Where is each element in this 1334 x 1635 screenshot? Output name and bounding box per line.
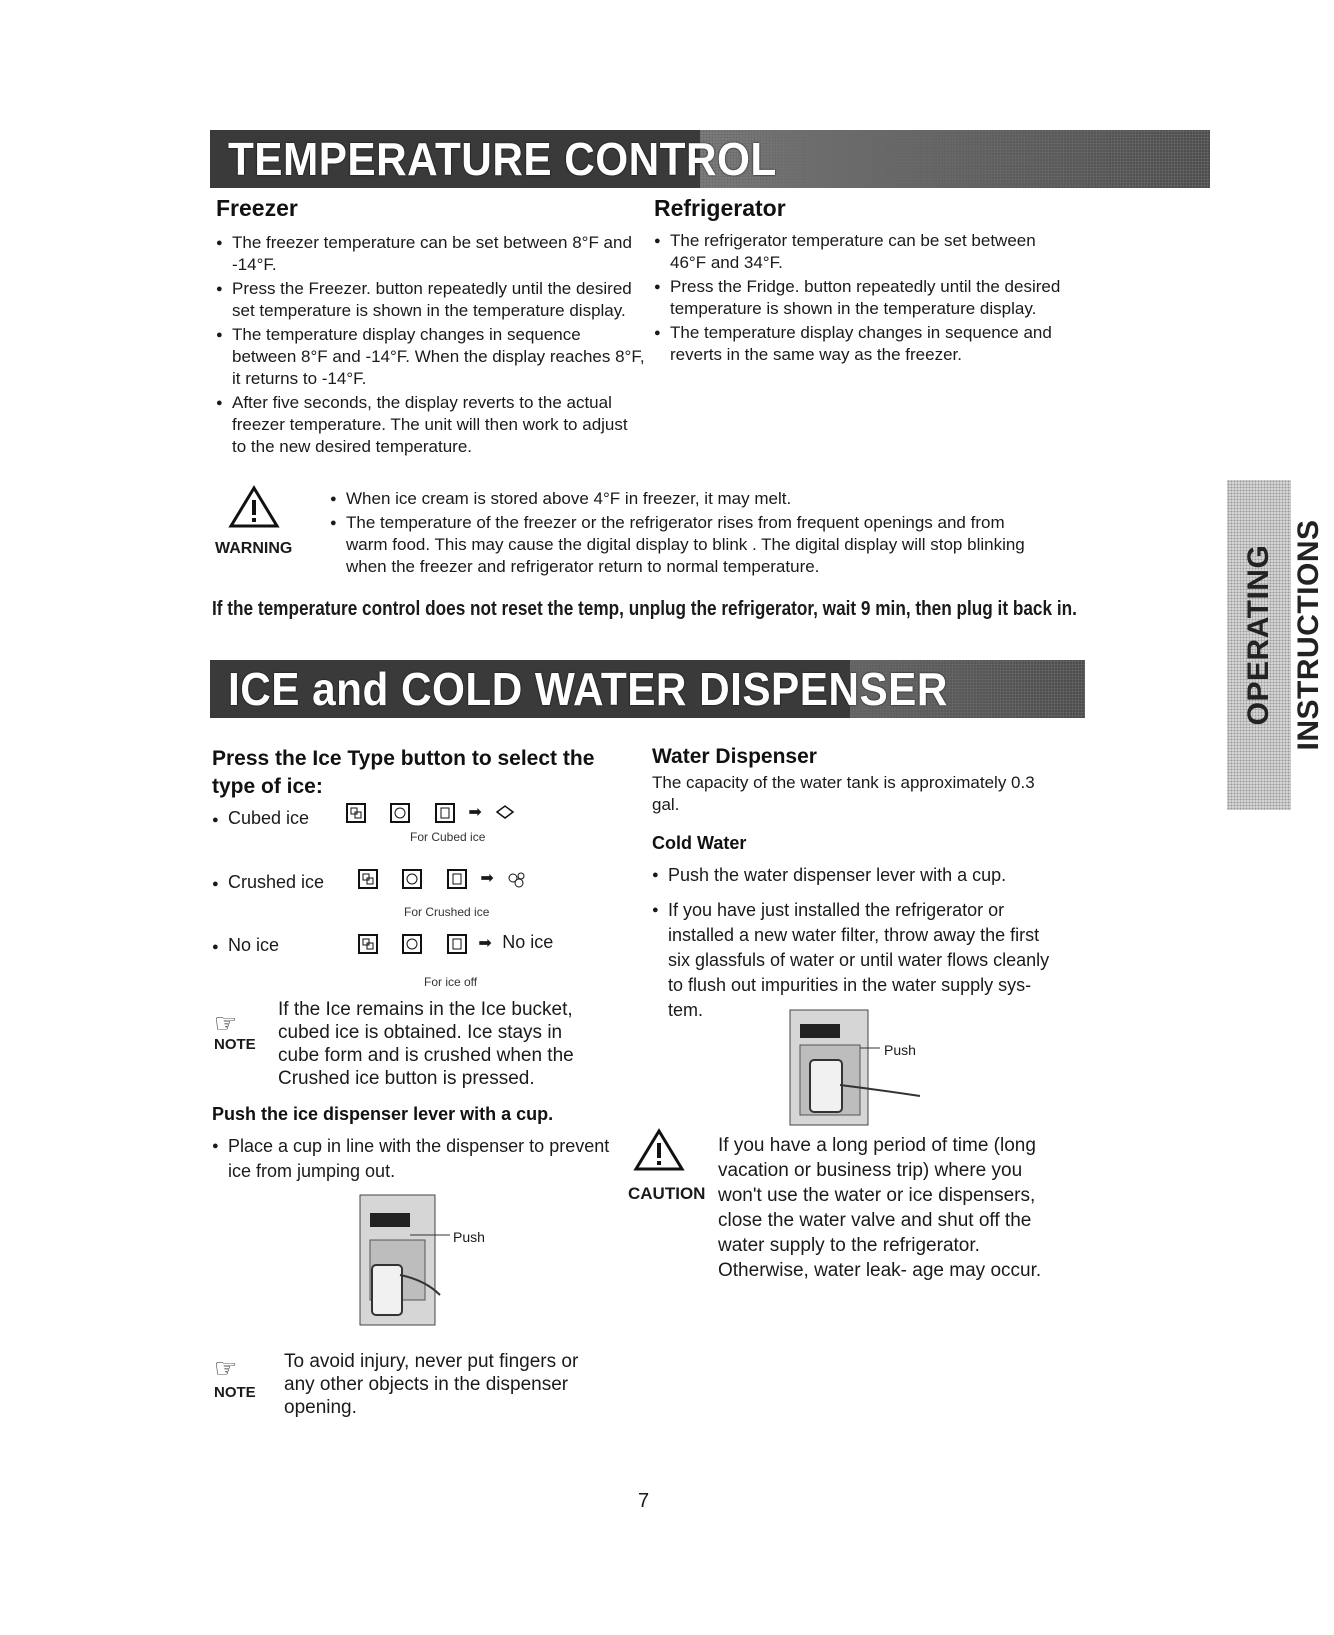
warning-label: WARNING — [215, 540, 293, 557]
ice-option-cubed — [212, 806, 309, 831]
ice-option-caption: For ice off — [424, 975, 478, 989]
arrow-icon: ➡ — [480, 870, 494, 888]
freezer-bullets — [216, 232, 646, 460]
push-ice-bullet — [212, 1134, 632, 1184]
refrigerator-bullet: ● Press the Fridge. button repeatedly until the desired temperature is shown in the temperature display. — [654, 276, 1074, 320]
cold-water-bullets — [652, 863, 1062, 1025]
ice-dispenser-illustration — [300, 1195, 520, 1335]
warning-text — [330, 488, 1050, 580]
cubed-ice-icon — [355, 866, 381, 892]
ice-option-label: ● Cubed ice — [212, 808, 309, 828]
note-icon: ☞ — [214, 1008, 238, 1038]
ice-off-icon — [432, 800, 458, 826]
push-ice-bullet-text: ● Place a cup in line with the dispenser to prevent ice from jumping out. — [212, 1134, 632, 1184]
note-label: NOTE — [214, 1036, 256, 1053]
cold-water-bullet: ● Push the water dispenser lever with a cup. — [652, 863, 1062, 888]
ice-type-heading: Press the Ice Type button to select the type of ice: — [212, 747, 595, 798]
ice-option-caption: For Crushed ice — [404, 905, 490, 919]
cubed-ice-icon — [343, 800, 369, 826]
reset-note: If the temperature control does not reset the temp, unplug the refrigerator, wait 9 min, then plug it back in. — [212, 598, 1077, 620]
warning-icon — [228, 485, 280, 529]
arrow-icon: ➡ — [468, 804, 482, 822]
refrigerator-heading: Refrigerator — [654, 195, 786, 221]
ice-icons-cubed — [343, 800, 518, 826]
side-tab-label: OPERATING INSTRUCTIONS — [1242, 519, 1325, 751]
ice-off-icon — [444, 866, 470, 892]
push-label: Push — [884, 1042, 916, 1058]
water-dispenser-illustration — [740, 1010, 940, 1130]
push-ice-heading: Push the ice dispenser lever with a cup. — [212, 1104, 554, 1124]
freezer-bullet: ● After five seconds, the display reverts to the actual freezer temperature. The unit will then work to adjust to the new desired temperature. — [216, 392, 646, 458]
refrigerator-bullet: ● The temperature display changes in sequence and reverts in the same way as the freezer. — [654, 322, 1074, 366]
cold-water-bullet: ● If you have just installed the refrigerator or installed a new water filter, throw away the first six glassfuls of water or until water flows cleanly to flush out impurities in the water supply sys- tem. — [652, 898, 1062, 1023]
water-dispenser-heading: Water Dispenser — [652, 745, 817, 768]
crushed-ice-icon — [387, 800, 413, 826]
caution-text: If you have a long period of time (long vacation or business trip) where you won't use the water or ice dispensers, close the water valve and shut off the water supply to the refrigerator. Otherwise, water leak- age may occur. — [718, 1135, 1042, 1281]
temperature-control-title: TEMPERATURE CONTROL — [228, 133, 777, 185]
freezer-bullet: ● The freezer temperature can be set between 8°F and -14°F. — [216, 232, 646, 276]
freezer-bullet: ● The temperature display changes in sequence between 8°F and -14°F. When the display reaches 8°F, it returns to -14°F. — [216, 324, 646, 390]
arrow-icon: ➡ — [478, 935, 492, 952]
no-ice-result: No ice — [502, 932, 554, 952]
warning-bullet: ● The temperature of the freezer or the refrigerator rises from frequent openings and from warm food. This may cause the digital display to blink . The digital display will stop blinking when the freezer and refrigerator return to normal temperature. — [330, 512, 1050, 578]
push-label: Push — [453, 1229, 485, 1245]
ice-option-label: ● No ice — [212, 935, 279, 955]
note-label: NOTE — [214, 1384, 256, 1401]
caution-icon — [633, 1128, 685, 1172]
crushed-ice-icon — [399, 866, 425, 892]
freezer-heading: Freezer — [216, 195, 298, 221]
page-number: 7 — [638, 1490, 650, 1512]
temperature-control-banner — [210, 130, 1210, 188]
note-text: If the Ice remains in the Ice bucket, cubed ice is obtained. Ice stays in cube form and is crushed when the Crushed ice button is pressed. — [278, 999, 574, 1089]
caution-label: CAUTION — [628, 1184, 706, 1203]
dispenser-banner — [210, 660, 1085, 718]
dispenser-title: ICE and COLD WATER DISPENSER — [228, 663, 948, 715]
refrigerator-bullet: ● The refrigerator temperature can be set between 46°F and 34°F. — [654, 230, 1074, 274]
crushed-ice-icon — [399, 931, 425, 957]
ice-cube-result-icon — [492, 800, 518, 826]
cubed-ice-icon — [355, 931, 381, 957]
note-icon: ☞ — [214, 1353, 238, 1383]
refrigerator-bullets — [654, 230, 1074, 368]
warning-bullet: ● When ice cream is stored above 4°F in freezer, it may melt. — [330, 488, 1050, 510]
ice-icons-crushed — [355, 866, 530, 892]
ice-off-icon — [444, 931, 470, 957]
ice-option-label: ● Crushed ice — [212, 872, 324, 892]
ice-option-caption: For Cubed ice — [410, 830, 486, 844]
ice-option-none — [212, 933, 279, 958]
note-text: To avoid injury, never put fingers or any other objects in the dispenser opening. — [284, 1351, 579, 1418]
crushed-ice-result-icon — [504, 866, 530, 892]
cold-water-heading: Cold Water — [652, 833, 747, 853]
water-dispenser-graphic — [740, 1010, 940, 1130]
water-intro: The capacity of the water tank is approximately 0.3 gal. — [652, 773, 1035, 814]
ice-icons-none — [355, 930, 553, 957]
dispenser-graphic — [300, 1195, 520, 1335]
ice-option-crushed — [212, 870, 324, 895]
freezer-bullet: ● Press the Freezer. button repeatedly until the desired set temperature is shown in the temperature display. — [216, 278, 646, 322]
